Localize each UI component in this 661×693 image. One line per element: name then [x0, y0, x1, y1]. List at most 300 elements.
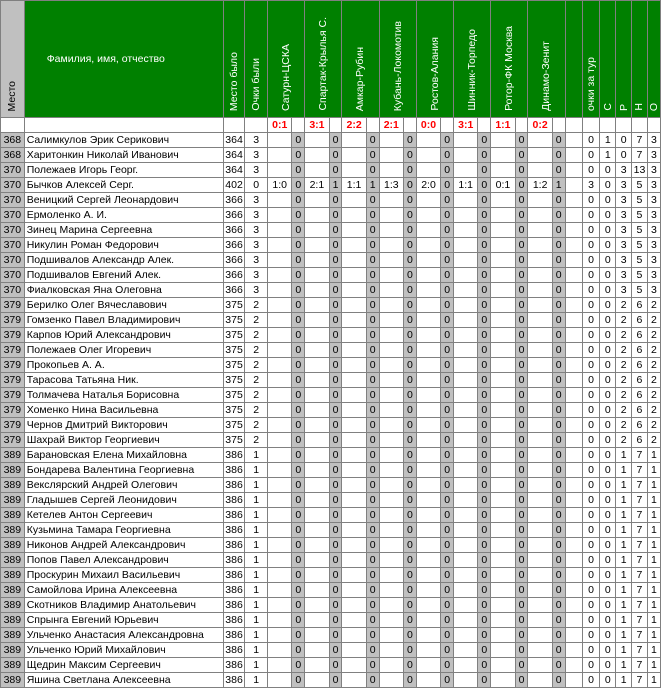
prediction-cell — [491, 673, 516, 688]
match-points-cell: 0 — [292, 373, 305, 388]
spacer-cell — [565, 403, 582, 418]
match-points-cell: 0 — [292, 133, 305, 148]
place-cell: 370 — [1, 223, 25, 238]
prediction-cell — [528, 388, 553, 403]
match-points-cell: 0 — [552, 148, 565, 163]
prediction-cell — [453, 478, 478, 493]
n-cell: 7 — [632, 133, 648, 148]
o-cell: 1 — [647, 643, 660, 658]
match-points-cell: 0 — [441, 148, 454, 163]
o-cell: 1 — [647, 613, 660, 628]
name-cell: Зинец Марина Сергеевна — [24, 223, 223, 238]
prediction-cell — [305, 523, 330, 538]
prediction-cell — [453, 523, 478, 538]
table-row — [1, 643, 661, 658]
prediction-cell — [453, 613, 478, 628]
match-points-cell: 0 — [366, 418, 379, 433]
table-row — [1, 208, 661, 223]
place-cell: 379 — [1, 298, 25, 313]
prev-place-cell: 386 — [223, 538, 245, 553]
prediction-cell — [379, 268, 404, 283]
prediction-cell — [342, 418, 367, 433]
prediction-cell — [305, 493, 330, 508]
spacer-cell — [565, 253, 582, 268]
prediction-cell — [379, 133, 404, 148]
prediction-cell — [528, 313, 553, 328]
prev-points-cell: 1 — [245, 493, 267, 508]
s-cell: 0 — [600, 238, 616, 253]
prediction-cell — [305, 643, 330, 658]
prev-points-cell: 3 — [245, 208, 267, 223]
match-points-cell: 0 — [552, 283, 565, 298]
name-cell: Карпов Юрий Александрович — [24, 328, 223, 343]
match-points-cell: 0 — [366, 328, 379, 343]
prev-points-cell: 1 — [245, 643, 267, 658]
o-cell: 3 — [647, 223, 660, 238]
prediction-cell — [267, 358, 292, 373]
o-cell: 1 — [647, 538, 660, 553]
match-points-cell: 0 — [404, 163, 417, 178]
s-cell: 0 — [600, 583, 616, 598]
prev-place-cell: 386 — [223, 478, 245, 493]
o-cell: 1 — [647, 583, 660, 598]
n-cell: 7 — [632, 538, 648, 553]
match-points-cell: 0 — [552, 163, 565, 178]
name-cell: Попов Павел Александрович — [24, 553, 223, 568]
header-match-4: Кубань-Локомотив — [379, 1, 416, 118]
prediction-cell — [379, 403, 404, 418]
prediction-cell — [379, 493, 404, 508]
r-cell: 2 — [616, 298, 632, 313]
r-cell: 2 — [616, 343, 632, 358]
r-cell: 0 — [616, 133, 632, 148]
s-cell: 0 — [600, 268, 616, 283]
match-points-cell: 0 — [292, 508, 305, 523]
match-points-cell: 0 — [478, 208, 491, 223]
prev-points-cell: 1 — [245, 628, 267, 643]
match-points-cell: 0 — [292, 523, 305, 538]
match-points-cell: 0 — [292, 283, 305, 298]
match-points-cell: 0 — [404, 673, 417, 688]
prediction-cell — [342, 253, 367, 268]
o-cell: 2 — [647, 418, 660, 433]
prediction-cell — [342, 553, 367, 568]
spacer-cell — [565, 313, 582, 328]
match-points-cell: 0 — [441, 193, 454, 208]
match-points-cell: 0 — [478, 478, 491, 493]
prediction-cell — [305, 628, 330, 643]
match-points-cell: 0 — [441, 178, 454, 193]
prediction-cell — [342, 463, 367, 478]
header-place: Место — [1, 1, 25, 118]
match-points-cell: 0 — [552, 478, 565, 493]
prev-points-cell: 1 — [245, 568, 267, 583]
match-points-cell: 0 — [515, 478, 528, 493]
table-row — [1, 613, 661, 628]
prediction-cell — [528, 523, 553, 538]
name-cell: Гладышев Сергей Леонидович — [24, 493, 223, 508]
r-cell: 1 — [616, 538, 632, 553]
prediction-cell — [305, 448, 330, 463]
prediction-cell — [416, 133, 441, 148]
prediction-cell — [453, 433, 478, 448]
o-cell: 2 — [647, 403, 660, 418]
table-row — [1, 238, 661, 253]
o-cell: 1 — [647, 658, 660, 673]
match-points-cell: 0 — [292, 148, 305, 163]
match-points-cell: 0 — [478, 658, 491, 673]
tour-points-cell: 0 — [582, 478, 600, 493]
prediction-cell — [453, 208, 478, 223]
prediction-cell — [267, 643, 292, 658]
header-spacer — [565, 1, 582, 118]
prediction-cell: 1:2 — [528, 178, 553, 193]
prediction-cell — [416, 238, 441, 253]
match-points-cell: 0 — [404, 373, 417, 388]
o-cell: 3 — [647, 208, 660, 223]
match-points-cell: 0 — [552, 418, 565, 433]
prediction-cell — [379, 523, 404, 538]
place-cell: 368 — [1, 148, 25, 163]
r-cell: 1 — [616, 568, 632, 583]
prediction-cell — [379, 463, 404, 478]
name-cell: Ермоленко А. И. — [24, 208, 223, 223]
prediction-cell — [379, 343, 404, 358]
name-cell: Чернов Дмитрий Викторович — [24, 418, 223, 433]
header-match-7: Ротор-ФК Москва — [491, 1, 528, 118]
match-points-cell: 0 — [552, 523, 565, 538]
prediction-cell — [305, 388, 330, 403]
prediction-cell — [453, 493, 478, 508]
prediction-cell — [416, 598, 441, 613]
n-cell: 5 — [632, 178, 648, 193]
prediction-cell — [267, 583, 292, 598]
match-points-cell: 0 — [366, 208, 379, 223]
prediction-cell — [342, 598, 367, 613]
r-cell: 1 — [616, 448, 632, 463]
table-row — [1, 178, 661, 193]
match-points-cell: 0 — [366, 583, 379, 598]
prediction-cell — [342, 268, 367, 283]
prediction-cell — [305, 478, 330, 493]
s-cell: 0 — [600, 223, 616, 238]
prediction-cell — [528, 283, 553, 298]
match-points-cell: 0 — [515, 388, 528, 403]
prev-place-cell: 366 — [223, 268, 245, 283]
spacer-cell — [565, 358, 582, 373]
place-cell: 389 — [1, 628, 25, 643]
match-points-cell: 0 — [515, 373, 528, 388]
match-points-cell: 0 — [515, 208, 528, 223]
prediction-cell — [416, 313, 441, 328]
prev-place-cell: 375 — [223, 418, 245, 433]
r-cell: 1 — [616, 463, 632, 478]
prediction-cell — [416, 253, 441, 268]
prediction-cell — [491, 223, 516, 238]
prediction-cell — [342, 493, 367, 508]
r-cell: 2 — [616, 328, 632, 343]
prev-place-cell: 386 — [223, 613, 245, 628]
n-cell: 7 — [632, 448, 648, 463]
n-cell: 7 — [632, 568, 648, 583]
match-points-cell: 0 — [404, 658, 417, 673]
match-points-cell: 0 — [552, 433, 565, 448]
prediction-cell — [267, 208, 292, 223]
prediction-cell — [416, 553, 441, 568]
place-cell: 379 — [1, 403, 25, 418]
tour-points-cell: 0 — [582, 148, 600, 163]
prev-points-cell: 3 — [245, 193, 267, 208]
match-points-cell: 0 — [329, 268, 342, 283]
match-points-cell: 0 — [552, 223, 565, 238]
match-score: 0:2 — [528, 118, 553, 133]
table-row — [1, 403, 661, 418]
tour-points-cell: 0 — [582, 613, 600, 628]
match-points-cell: 0 — [292, 343, 305, 358]
match-points-cell: 0 — [366, 448, 379, 463]
tour-points-cell: 0 — [582, 673, 600, 688]
n-cell: 5 — [632, 223, 648, 238]
match-points-cell: 0 — [441, 403, 454, 418]
s-cell: 0 — [600, 538, 616, 553]
prediction-cell — [342, 193, 367, 208]
prediction-cell — [305, 298, 330, 313]
s-cell: 0 — [600, 358, 616, 373]
n-cell: 7 — [632, 658, 648, 673]
match-points-cell: 0 — [515, 178, 528, 193]
match-points-cell: 0 — [441, 343, 454, 358]
r-cell: 3 — [616, 238, 632, 253]
prediction-cell — [491, 328, 516, 343]
prediction-cell — [416, 388, 441, 403]
o-cell: 1 — [647, 628, 660, 643]
prediction-cell — [528, 208, 553, 223]
prediction-cell — [453, 358, 478, 373]
prediction-cell — [528, 298, 553, 313]
n-cell: 7 — [632, 463, 648, 478]
table-row — [1, 358, 661, 373]
match-points-cell: 0 — [366, 133, 379, 148]
r-cell: 2 — [616, 418, 632, 433]
place-cell: 389 — [1, 658, 25, 673]
prediction-cell — [491, 433, 516, 448]
match-points-cell: 0 — [404, 403, 417, 418]
match-points-cell: 0 — [515, 268, 528, 283]
match-score: 3:1 — [453, 118, 478, 133]
prediction-cell — [379, 553, 404, 568]
n-cell: 5 — [632, 283, 648, 298]
prev-place-cell: 364 — [223, 163, 245, 178]
prediction-cell — [416, 223, 441, 238]
match-points-cell: 0 — [441, 628, 454, 643]
prediction-cell — [305, 343, 330, 358]
prediction-cell — [491, 148, 516, 163]
spacer-cell — [565, 658, 582, 673]
spacer-cell — [565, 523, 582, 538]
match-points-cell: 0 — [552, 553, 565, 568]
prediction-cell — [305, 238, 330, 253]
r-cell: 1 — [616, 553, 632, 568]
prediction-cell — [416, 403, 441, 418]
match-points-cell: 0 — [366, 283, 379, 298]
match-points-cell: 0 — [404, 463, 417, 478]
match-points-cell: 0 — [552, 508, 565, 523]
match-points-cell: 0 — [366, 358, 379, 373]
match-points-cell: 0 — [552, 493, 565, 508]
prev-place-cell: 386 — [223, 568, 245, 583]
prediction-cell — [416, 433, 441, 448]
n-cell: 6 — [632, 358, 648, 373]
prediction-cell — [305, 583, 330, 598]
prediction-cell — [267, 373, 292, 388]
prediction-cell — [267, 313, 292, 328]
match-points-cell: 0 — [441, 373, 454, 388]
prediction-cell — [267, 613, 292, 628]
match-points-cell: 0 — [292, 598, 305, 613]
match-points-cell: 0 — [515, 523, 528, 538]
tour-points-cell: 0 — [582, 358, 600, 373]
prediction-cell — [453, 238, 478, 253]
name-cell: Векслярский Андрей Олегович — [24, 478, 223, 493]
match-points-cell: 0 — [292, 643, 305, 658]
match-points-cell: 0 — [515, 358, 528, 373]
prev-place-cell: 375 — [223, 313, 245, 328]
prev-place-cell: 366 — [223, 223, 245, 238]
r-cell: 3 — [616, 163, 632, 178]
table-row — [1, 328, 661, 343]
place-cell: 370 — [1, 193, 25, 208]
table-row — [1, 478, 661, 493]
table-row — [1, 523, 661, 538]
tour-points-cell: 0 — [582, 283, 600, 298]
header-prev-place: Место было — [223, 1, 245, 118]
match-points-cell: 0 — [404, 328, 417, 343]
prediction-cell — [491, 358, 516, 373]
spacer-cell — [565, 388, 582, 403]
match-points-cell: 0 — [404, 628, 417, 643]
prediction-cell — [267, 493, 292, 508]
prediction-cell — [528, 568, 553, 583]
prediction-cell — [305, 673, 330, 688]
prediction-cell — [267, 568, 292, 583]
prediction-cell — [342, 313, 367, 328]
prediction-cell — [342, 403, 367, 418]
match-points-cell: 0 — [515, 238, 528, 253]
prediction-cell — [453, 568, 478, 583]
prev-points-cell: 2 — [245, 358, 267, 373]
o-cell: 2 — [647, 388, 660, 403]
tour-points-cell: 0 — [582, 538, 600, 553]
match-points-cell: 0 — [292, 223, 305, 238]
prediction-cell — [342, 148, 367, 163]
r-cell: 3 — [616, 223, 632, 238]
match-points-cell: 0 — [552, 238, 565, 253]
match-points-cell: 0 — [552, 208, 565, 223]
prediction-cell — [453, 283, 478, 298]
prev-points-cell: 2 — [245, 388, 267, 403]
match-points-cell: 0 — [515, 658, 528, 673]
prediction-cell — [342, 433, 367, 448]
prediction-cell — [342, 478, 367, 493]
prediction-cell — [267, 328, 292, 343]
match-points-cell: 0 — [441, 508, 454, 523]
prediction-cell — [491, 208, 516, 223]
match-points-cell: 0 — [329, 448, 342, 463]
match-points-cell: 0 — [292, 658, 305, 673]
prev-place-cell: 366 — [223, 238, 245, 253]
prediction-cell — [453, 253, 478, 268]
prediction-cell: 2:1 — [305, 178, 330, 193]
prediction-cell — [416, 508, 441, 523]
match-points-cell: 0 — [292, 538, 305, 553]
table-body — [1, 133, 661, 688]
match-points-cell: 0 — [441, 283, 454, 298]
match-points-cell: 0 — [292, 448, 305, 463]
name-cell: Ульченко Юрий Михайлович — [24, 643, 223, 658]
table-row — [1, 313, 661, 328]
prediction-cell — [379, 598, 404, 613]
n-cell: 6 — [632, 343, 648, 358]
table-row — [1, 298, 661, 313]
match-points-cell: 0 — [441, 133, 454, 148]
prediction-cell — [379, 388, 404, 403]
header-match-8: Динамо-Зенит — [528, 1, 565, 118]
match-points-cell: 0 — [441, 313, 454, 328]
o-cell: 1 — [647, 568, 660, 583]
s-cell: 0 — [600, 388, 616, 403]
prediction-cell — [267, 283, 292, 298]
n-cell: 5 — [632, 208, 648, 223]
match-points-cell: 0 — [329, 463, 342, 478]
place-cell: 389 — [1, 613, 25, 628]
prediction-cell — [342, 448, 367, 463]
spacer-cell — [565, 343, 582, 358]
prediction-cell — [379, 373, 404, 388]
prediction-cell — [491, 193, 516, 208]
header-o: О — [647, 1, 660, 118]
prediction-cell — [491, 478, 516, 493]
prediction-cell — [416, 448, 441, 463]
o-cell: 1 — [647, 478, 660, 493]
prediction-cell — [267, 148, 292, 163]
o-cell: 1 — [647, 508, 660, 523]
match-points-cell: 0 — [515, 418, 528, 433]
match-points-cell: 0 — [441, 268, 454, 283]
prediction-cell — [342, 283, 367, 298]
prediction-cell — [416, 283, 441, 298]
place-cell: 379 — [1, 358, 25, 373]
match-points-cell: 0 — [366, 463, 379, 478]
match-points-cell: 0 — [404, 358, 417, 373]
spacer-cell — [565, 283, 582, 298]
n-cell: 7 — [632, 643, 648, 658]
table-row — [1, 193, 661, 208]
match-points-cell: 0 — [366, 388, 379, 403]
prediction-cell — [416, 613, 441, 628]
prev-points-cell: 1 — [245, 508, 267, 523]
match-points-cell: 0 — [292, 298, 305, 313]
prediction-cell — [305, 223, 330, 238]
prediction-cell — [267, 598, 292, 613]
prev-place-cell: 386 — [223, 673, 245, 688]
prediction-cell — [305, 313, 330, 328]
spacer-cell — [565, 568, 582, 583]
prediction-cell — [416, 193, 441, 208]
place-cell: 389 — [1, 643, 25, 658]
prediction-cell: 1:1 — [342, 178, 367, 193]
match-points-cell: 0 — [515, 403, 528, 418]
o-cell: 3 — [647, 148, 660, 163]
